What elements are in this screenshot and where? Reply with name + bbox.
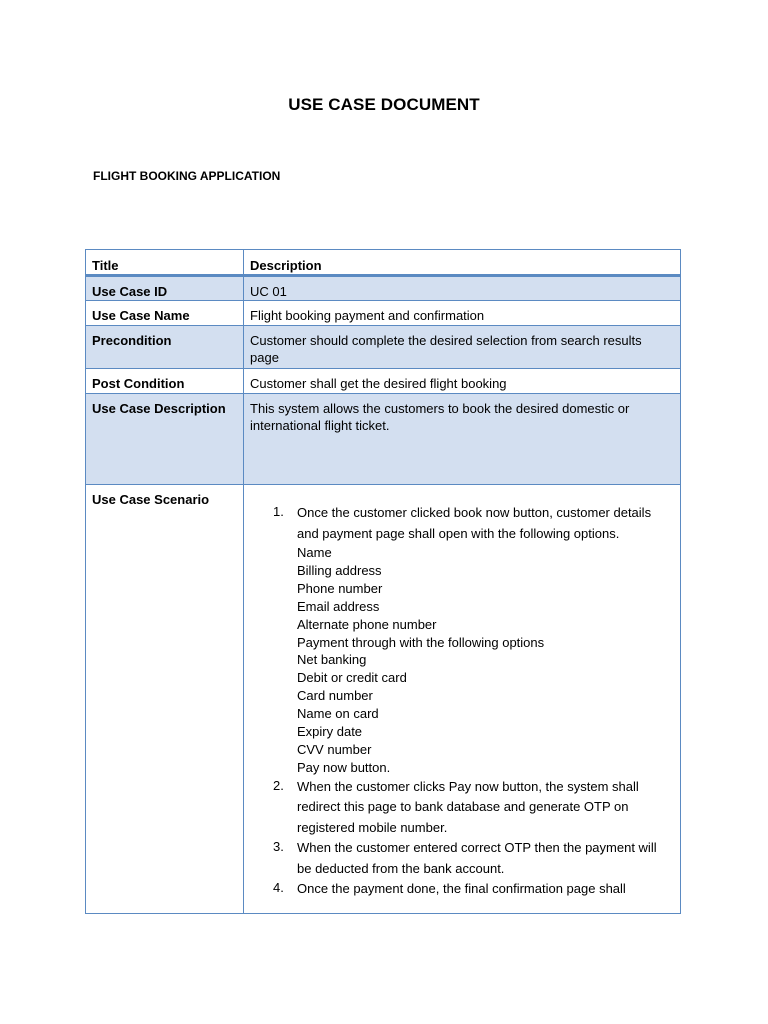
step-number: 2. <box>273 777 284 793</box>
scenario-step <box>250 777 674 839</box>
document-title: USE CASE DOCUMENT <box>288 95 480 114</box>
row-value: This system allows the customers to book the desired domestic or international flight ticket. <box>244 394 681 485</box>
list-item: Email address <box>297 598 380 614</box>
list-item: Phone number <box>297 580 383 596</box>
list-item: Pay now button. <box>297 759 391 775</box>
step-text: When the customer entered correct OTP then the payment will be deducted from the bank account. <box>297 840 657 876</box>
header-title-cell: Title <box>86 250 244 276</box>
scenario-cell <box>244 485 681 914</box>
header-description-cell: Description <box>244 250 681 276</box>
scenario-step <box>250 838 674 879</box>
list-item: Debit or credit card <box>297 670 407 686</box>
row-label: Use Case Description <box>86 394 244 485</box>
document-subtitle: FLIGHT BOOKING APPLICATION <box>93 169 281 183</box>
scenario-step <box>250 503 674 544</box>
table-row-use-case-description <box>86 394 681 485</box>
list-item: Name <box>297 545 332 560</box>
row-value: UC 01 <box>244 276 681 301</box>
row-label: Use Case Scenario <box>86 485 244 914</box>
list-item: Card number <box>297 688 373 704</box>
table-header-row <box>86 250 681 276</box>
list-item: Net banking <box>297 652 367 668</box>
table-row-use-case-scenario <box>86 485 681 914</box>
row-value: Customer should complete the desired selection from search results page <box>244 326 681 369</box>
step-text: Once the payment done, the final confirmation page shall <box>297 881 626 897</box>
table-row-use-case-name <box>86 301 681 326</box>
payment-options-list <box>250 544 674 777</box>
row-label: Use Case ID <box>86 276 244 301</box>
use-case-table <box>85 249 681 914</box>
scenario-step <box>250 879 674 900</box>
step-text: Once the customer clicked book now button, customer details and payment page shall open with the following options. <box>297 505 652 541</box>
table-row-precondition <box>86 326 681 369</box>
row-value: Customer shall get the desired flight booking <box>244 369 681 394</box>
row-value: Flight booking payment and confirmation <box>244 301 681 326</box>
row-label: Precondition <box>86 326 244 369</box>
list-item: Payment through with the following options <box>297 634 545 650</box>
step-number: 3. <box>273 839 284 855</box>
table-row-use-case-id <box>86 276 681 301</box>
list-item: CVV number <box>297 741 372 757</box>
step-number: 4. <box>273 880 284 896</box>
step-number: 1. <box>273 504 284 519</box>
row-label: Use Case Name <box>86 301 244 326</box>
scenario-list <box>250 491 674 913</box>
table-row-post-condition <box>86 369 681 394</box>
row-label: Post Condition <box>86 369 244 394</box>
list-item: Name on card <box>297 706 379 722</box>
list-item: Billing address <box>297 562 382 578</box>
step-text: When the customer clicks Pay now button, the system shall redirect this page to bank database and generate OTP on registered mobile number. <box>297 778 639 835</box>
list-item: Expiry date <box>297 724 363 740</box>
list-item: Alternate phone number <box>297 616 437 632</box>
